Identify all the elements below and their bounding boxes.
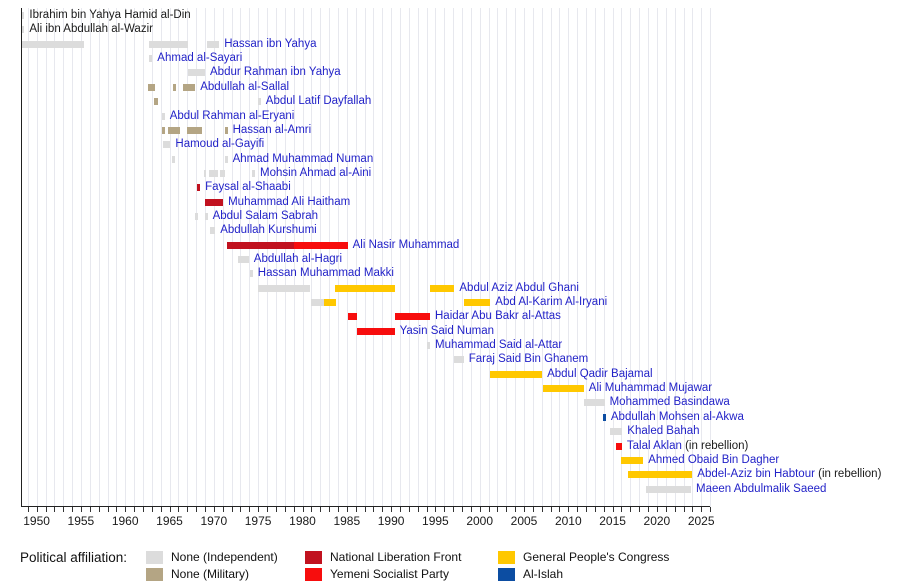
x-axis-tick bbox=[489, 507, 490, 512]
person-label bbox=[459, 282, 579, 295]
x-tick-label: 1985 bbox=[333, 514, 361, 528]
person-label bbox=[213, 210, 318, 223]
person-label bbox=[170, 110, 295, 123]
person-label bbox=[266, 95, 371, 108]
x-axis-tick bbox=[37, 507, 38, 512]
term-bar bbox=[258, 98, 261, 105]
person-label bbox=[210, 66, 341, 79]
x-axis-tick bbox=[320, 507, 321, 512]
year-gridline bbox=[533, 8, 534, 507]
person-name: Hamoud al-Gayifi bbox=[175, 138, 265, 151]
x-axis-tick bbox=[338, 507, 339, 512]
x-axis-tick bbox=[365, 507, 366, 512]
x-axis-tick bbox=[692, 507, 693, 512]
x-axis-tick bbox=[303, 507, 304, 512]
x-axis-tick bbox=[604, 507, 605, 512]
person-name: Yasin Said Numan bbox=[399, 324, 494, 337]
x-axis-tick bbox=[63, 507, 64, 512]
legend-swatch-mil bbox=[146, 568, 163, 581]
person-name: Abdullah Kurshumi bbox=[220, 224, 317, 237]
person-label bbox=[224, 38, 316, 51]
year-gridline bbox=[471, 8, 472, 507]
x-axis-tick bbox=[710, 507, 711, 512]
person-label bbox=[547, 368, 652, 381]
x-axis-tick bbox=[542, 507, 543, 512]
x-axis-tick bbox=[595, 507, 596, 512]
x-axis-tick bbox=[639, 507, 640, 512]
x-axis-tick bbox=[621, 507, 622, 512]
person-name: Talal Aklan bbox=[626, 439, 682, 452]
x-axis-tick bbox=[161, 507, 162, 512]
term-bar bbox=[149, 55, 152, 62]
year-gridline bbox=[551, 8, 552, 507]
year-gridline bbox=[710, 8, 711, 507]
x-axis-tick bbox=[116, 507, 117, 512]
term-bar bbox=[238, 256, 249, 263]
legend-swatch-ysp bbox=[305, 568, 322, 581]
x-tick-label: 1995 bbox=[422, 514, 449, 528]
person-label bbox=[611, 411, 744, 424]
x-axis-tick bbox=[125, 507, 126, 512]
year-gridline bbox=[28, 8, 29, 507]
x-axis-tick bbox=[373, 507, 374, 512]
year-gridline bbox=[143, 8, 144, 507]
term-bar bbox=[250, 270, 253, 277]
year-gridline bbox=[435, 8, 436, 507]
year-gridline bbox=[595, 8, 596, 507]
x-axis-tick bbox=[506, 507, 507, 512]
year-gridline bbox=[356, 8, 357, 507]
person-name: Ahmad Muhammad Numan bbox=[232, 152, 374, 165]
year-gridline bbox=[409, 8, 410, 507]
x-axis-tick bbox=[232, 507, 233, 512]
x-tick-label: 1965 bbox=[156, 514, 183, 528]
term-bar bbox=[187, 127, 202, 134]
year-gridline bbox=[99, 8, 100, 507]
x-axis-tick bbox=[329, 507, 330, 512]
term-bar bbox=[205, 199, 223, 206]
person-name: Ali Nasir Muhammad bbox=[352, 238, 460, 251]
person-name: Muhammad Said al-Attar bbox=[435, 339, 563, 352]
person-label bbox=[469, 353, 589, 366]
person-name: Ahmed Obaid Bin Dagher bbox=[648, 453, 780, 466]
year-gridline bbox=[568, 8, 569, 507]
x-axis-tick bbox=[684, 507, 685, 512]
legend-swatch-islah bbox=[498, 568, 515, 581]
x-axis-tick bbox=[72, 507, 73, 512]
term-bar bbox=[294, 242, 348, 249]
term-bar bbox=[258, 285, 310, 292]
x-axis-tick bbox=[285, 507, 286, 512]
x-axis-tick bbox=[409, 507, 410, 512]
year-gridline bbox=[108, 8, 109, 507]
person-label bbox=[400, 325, 494, 338]
term-bar bbox=[172, 156, 175, 163]
year-gridline bbox=[604, 8, 605, 507]
person-label bbox=[353, 239, 460, 252]
person-label bbox=[29, 23, 153, 36]
term-bar bbox=[454, 356, 463, 363]
term-bar bbox=[168, 127, 180, 134]
x-axis-tick bbox=[524, 507, 525, 512]
x-axis-tick bbox=[28, 507, 29, 512]
x-axis-tick bbox=[533, 507, 534, 512]
x-axis-tick bbox=[170, 507, 171, 512]
year-gridline bbox=[400, 8, 401, 507]
term-bar bbox=[427, 342, 431, 349]
person-label bbox=[260, 167, 371, 180]
legend-label-nlf: National Liberation Front bbox=[330, 550, 462, 564]
year-gridline bbox=[196, 8, 197, 507]
legend-label-ind: None (Independent) bbox=[171, 550, 278, 564]
x-axis-tick bbox=[391, 507, 392, 512]
x-axis-tick bbox=[90, 507, 91, 512]
legend-label-mil: None (Military) bbox=[171, 567, 250, 581]
person-label bbox=[175, 138, 264, 151]
year-gridline bbox=[116, 8, 117, 507]
term-bar bbox=[183, 84, 195, 91]
x-axis-tick bbox=[427, 507, 428, 512]
person-name: Khaled Bahah bbox=[627, 425, 700, 438]
x-axis-tick bbox=[497, 507, 498, 512]
term-bar bbox=[395, 313, 430, 320]
year-gridline bbox=[515, 8, 516, 507]
x-axis-tick bbox=[559, 507, 560, 512]
year-gridline bbox=[54, 8, 55, 507]
x-axis-tick bbox=[240, 507, 241, 512]
person-name: Abd Al-Karim Al-Iryani bbox=[495, 296, 608, 308]
x-tick-label: 2025 bbox=[687, 514, 715, 528]
x-axis-tick bbox=[657, 507, 658, 512]
person-name: Hassan ibn Yahya bbox=[224, 37, 317, 50]
term-bar bbox=[311, 299, 324, 306]
year-gridline bbox=[365, 8, 366, 507]
term-bar bbox=[464, 299, 491, 306]
term-bar bbox=[335, 285, 394, 292]
rebellion-note: (in rebellion) bbox=[681, 439, 749, 452]
term-bar bbox=[225, 156, 228, 163]
person-label bbox=[200, 81, 289, 94]
y-axis-line bbox=[21, 8, 22, 507]
x-axis-tick bbox=[400, 507, 401, 512]
legend-swatch-nlf bbox=[305, 551, 322, 564]
term-bar bbox=[162, 127, 165, 134]
year-gridline bbox=[382, 8, 383, 507]
term-bar bbox=[149, 41, 188, 48]
term-bar bbox=[22, 41, 84, 48]
term-bar bbox=[209, 170, 218, 177]
person-name: Abdel-Aziz bin Habtour bbox=[697, 468, 815, 481]
x-tick-label: 1955 bbox=[67, 514, 95, 528]
person-name: Abdul Rahman al-Eryani bbox=[169, 109, 295, 122]
x-axis-tick bbox=[205, 507, 206, 512]
person-name: Abdur Rahman ibn Yahya bbox=[210, 66, 341, 79]
x-axis-tick bbox=[453, 507, 454, 512]
term-bar bbox=[162, 113, 165, 120]
term-bar bbox=[225, 127, 228, 134]
person-name: Mohammed Basindawa bbox=[609, 396, 730, 409]
term-bar bbox=[197, 184, 200, 191]
x-tick-label: 1950 bbox=[23, 514, 50, 528]
rebellion-note: (in rebellion) bbox=[814, 468, 882, 481]
year-gridline bbox=[480, 8, 481, 507]
year-gridline bbox=[427, 8, 428, 507]
x-axis-tick bbox=[187, 507, 188, 512]
x-axis-tick bbox=[666, 507, 667, 512]
x-axis-tick bbox=[480, 507, 481, 512]
x-axis-tick bbox=[46, 507, 47, 512]
person-name: Abdul Aziz Abdul Ghani bbox=[459, 281, 579, 294]
person-label bbox=[589, 382, 712, 395]
term-bar bbox=[584, 399, 605, 406]
term-bar bbox=[188, 69, 205, 76]
year-gridline bbox=[506, 8, 507, 507]
person-label bbox=[157, 52, 242, 65]
x-tick-label: 1960 bbox=[111, 514, 139, 528]
person-name: Ahmad al-Sayari bbox=[157, 52, 243, 64]
x-axis-tick bbox=[471, 507, 472, 512]
year-gridline bbox=[170, 8, 171, 507]
legend-label-islah: Al-Islah bbox=[523, 567, 564, 581]
person-name: Mohsin Ahmad al-Aini bbox=[260, 166, 372, 179]
x-axis-tick bbox=[214, 507, 215, 512]
year-gridline bbox=[37, 8, 38, 507]
year-gridline bbox=[559, 8, 560, 507]
year-gridline bbox=[577, 8, 578, 507]
x-axis-tick bbox=[515, 507, 516, 512]
x-axis-tick bbox=[382, 507, 383, 512]
term-bar bbox=[621, 457, 643, 464]
term-bar bbox=[207, 41, 219, 48]
x-axis-tick bbox=[152, 507, 153, 512]
person-name: Faysal al-Shaabi bbox=[205, 181, 291, 194]
term-bar bbox=[610, 428, 622, 435]
term-bar bbox=[195, 213, 198, 220]
year-gridline bbox=[373, 8, 374, 507]
person-name: Faraj Said Bin Ghanem bbox=[468, 353, 589, 366]
x-axis-tick bbox=[108, 507, 109, 512]
person-name: Abdullah Mohsen al-Akwa bbox=[610, 410, 744, 423]
term-bar bbox=[22, 12, 24, 19]
x-axis-tick bbox=[276, 507, 277, 512]
person-name: Abdul Salam Sabrah bbox=[212, 209, 319, 222]
x-axis-tick bbox=[54, 507, 55, 512]
x-axis-tick bbox=[648, 507, 649, 512]
x-tick-label: 2010 bbox=[554, 514, 582, 528]
term-bar bbox=[628, 471, 692, 478]
person-label bbox=[228, 196, 350, 209]
person-name: Ali Muhammad Mujawar bbox=[588, 382, 713, 395]
legend-label-ysp: Yemeni Socialist Party bbox=[330, 567, 449, 581]
x-axis-tick bbox=[418, 507, 419, 512]
x-axis-tick bbox=[196, 507, 197, 512]
term-bar bbox=[205, 213, 208, 220]
term-bar bbox=[543, 385, 584, 392]
year-gridline bbox=[497, 8, 498, 507]
person-label bbox=[205, 181, 291, 194]
x-axis-tick bbox=[551, 507, 552, 512]
x-axis-tick bbox=[586, 507, 587, 512]
year-gridline bbox=[462, 8, 463, 507]
year-gridline bbox=[81, 8, 82, 507]
term-bar bbox=[252, 170, 255, 177]
person-label bbox=[220, 224, 317, 237]
person-label bbox=[29, 9, 190, 22]
x-axis-tick bbox=[568, 507, 569, 512]
term-bar bbox=[210, 227, 215, 234]
person-name: Hassan Muhammad Makki bbox=[257, 267, 394, 280]
x-axis-tick bbox=[81, 507, 82, 512]
term-bar bbox=[148, 84, 155, 91]
x-tick-label: 1970 bbox=[200, 514, 228, 528]
x-axis-tick bbox=[356, 507, 357, 512]
x-axis-tick bbox=[178, 507, 179, 512]
x-axis-tick bbox=[435, 507, 436, 512]
term-bar bbox=[646, 486, 691, 493]
person-name: Abdullah al-Sallal bbox=[200, 80, 290, 93]
person-label bbox=[254, 253, 342, 266]
legend-swatch-gpc bbox=[498, 551, 515, 564]
year-gridline bbox=[391, 8, 392, 507]
term-bar bbox=[204, 170, 207, 177]
year-gridline bbox=[524, 8, 525, 507]
person-label bbox=[610, 396, 730, 409]
term-bar bbox=[22, 26, 24, 33]
year-gridline bbox=[72, 8, 73, 507]
x-axis-tick bbox=[134, 507, 135, 512]
person-name: Ali ibn Abdullah al-Wazir bbox=[29, 23, 153, 36]
person-name: Abdul Latif Dayfallah bbox=[265, 95, 372, 108]
legend-label-gpc: General People's Congress bbox=[523, 550, 670, 564]
person-label bbox=[627, 425, 699, 438]
legend-title: Political affiliation: bbox=[20, 550, 128, 565]
term-bar bbox=[163, 141, 170, 148]
year-gridline bbox=[489, 8, 490, 507]
year-gridline bbox=[453, 8, 454, 507]
year-gridline bbox=[542, 8, 543, 507]
x-axis-tick bbox=[294, 507, 295, 512]
year-gridline bbox=[701, 8, 702, 507]
year-gridline bbox=[161, 8, 162, 507]
person-name: Ibrahim bin Yahya Hamid al-Din bbox=[29, 9, 191, 21]
person-label bbox=[627, 440, 748, 453]
person-label bbox=[495, 296, 607, 309]
x-axis-tick bbox=[675, 507, 676, 512]
x-axis-tick bbox=[249, 507, 250, 512]
x-tick-label: 2020 bbox=[643, 514, 671, 528]
legend-swatch-ind bbox=[146, 551, 163, 564]
x-tick-label: 2005 bbox=[510, 514, 538, 528]
term-bar bbox=[173, 84, 176, 91]
person-label bbox=[648, 454, 779, 467]
person-name: Muhammad Ali Haitham bbox=[228, 195, 351, 208]
x-axis-tick bbox=[444, 507, 445, 512]
person-label bbox=[435, 310, 561, 323]
person-name: Abdul Qadir Bajamal bbox=[547, 367, 653, 380]
x-axis-tick bbox=[577, 507, 578, 512]
x-tick-label: 1990 bbox=[377, 514, 405, 528]
x-axis-tick bbox=[311, 507, 312, 512]
x-tick-label: 2000 bbox=[466, 514, 494, 528]
x-axis-tick bbox=[462, 507, 463, 512]
term-bar bbox=[324, 299, 336, 306]
x-axis-tick bbox=[258, 507, 259, 512]
year-gridline bbox=[347, 8, 348, 507]
year-gridline bbox=[586, 8, 587, 507]
person-name: Abdullah al-Hagri bbox=[253, 252, 343, 265]
person-name: Maeen Abdulmalik Saeed bbox=[696, 482, 827, 495]
person-label bbox=[697, 468, 881, 481]
person-name: Hassan al-Amri bbox=[232, 123, 312, 136]
x-tick-label: 2015 bbox=[599, 514, 626, 528]
term-bar bbox=[154, 98, 159, 105]
term-bar bbox=[430, 285, 454, 292]
term-bar bbox=[227, 242, 294, 249]
person-label bbox=[258, 267, 394, 280]
year-gridline bbox=[46, 8, 47, 507]
x-axis-tick bbox=[223, 507, 224, 512]
x-tick-label: 1975 bbox=[244, 514, 272, 528]
x-axis-tick bbox=[267, 507, 268, 512]
person-label bbox=[233, 153, 374, 166]
year-gridline bbox=[125, 8, 126, 507]
term-bar bbox=[220, 170, 225, 177]
term-bar bbox=[348, 313, 358, 320]
year-gridline bbox=[63, 8, 64, 507]
year-gridline bbox=[444, 8, 445, 507]
x-axis-tick bbox=[99, 507, 100, 512]
year-gridline bbox=[178, 8, 179, 507]
term-bar bbox=[357, 328, 395, 335]
term-bar bbox=[603, 414, 606, 421]
x-axis-tick bbox=[701, 507, 702, 512]
person-label bbox=[696, 483, 826, 496]
x-axis-tick bbox=[143, 507, 144, 512]
person-name: Haidar Abu Bakr al-Attas bbox=[435, 310, 561, 323]
x-axis-tick bbox=[347, 507, 348, 512]
year-gridline bbox=[134, 8, 135, 507]
year-gridline bbox=[418, 8, 419, 507]
x-axis-tick bbox=[630, 507, 631, 512]
year-gridline bbox=[90, 8, 91, 507]
person-label bbox=[233, 124, 312, 137]
person-label bbox=[435, 339, 562, 352]
x-tick-label: 1980 bbox=[289, 514, 316, 528]
x-axis-tick bbox=[613, 507, 614, 512]
term-bar bbox=[616, 443, 622, 450]
term-bar bbox=[490, 371, 542, 378]
